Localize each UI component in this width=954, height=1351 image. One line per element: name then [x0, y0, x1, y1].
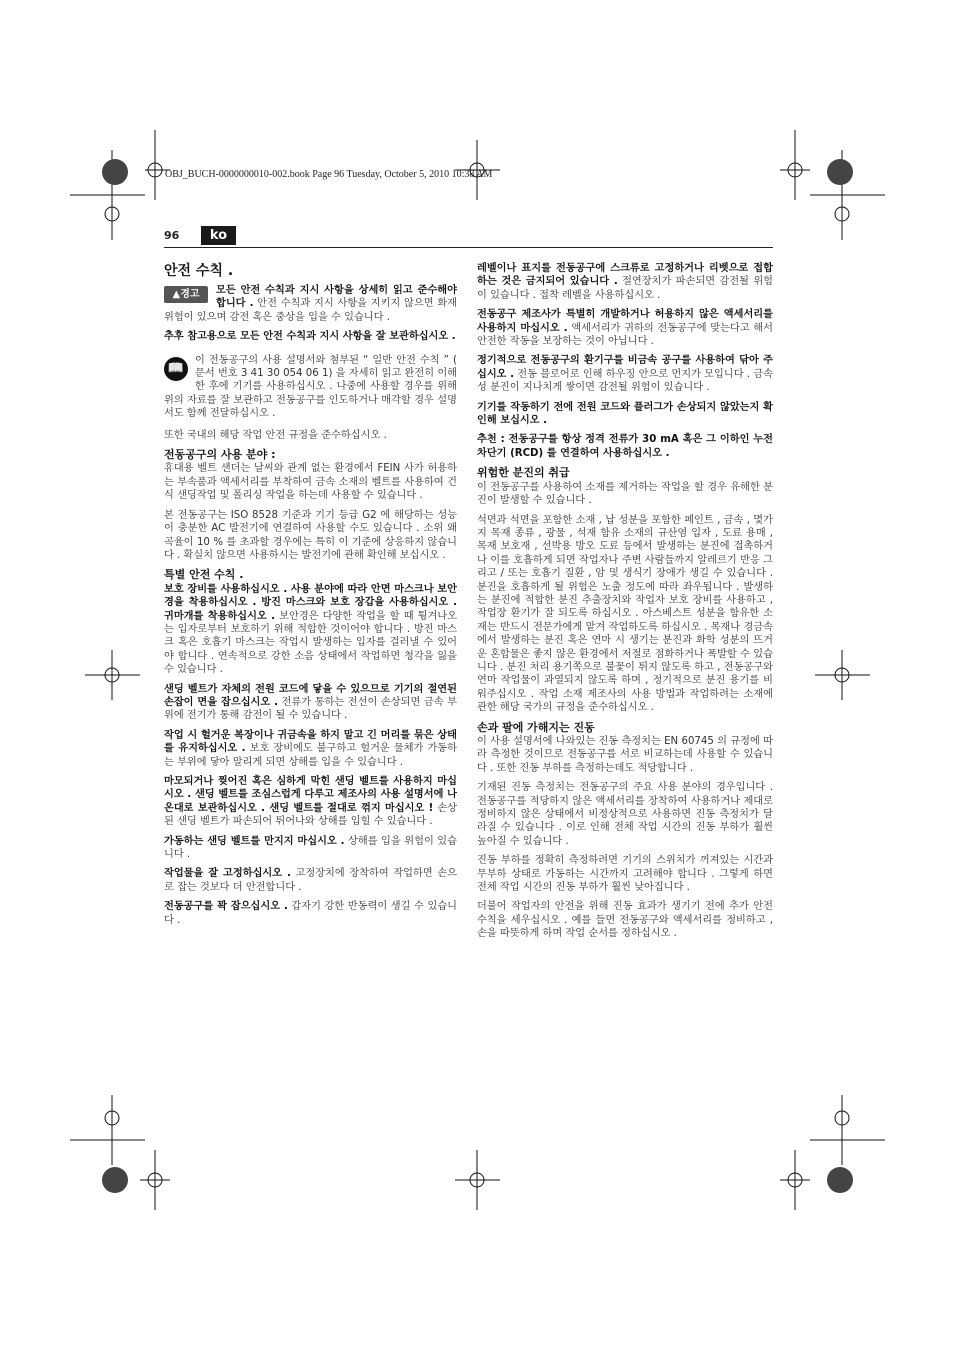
p6: [164, 867, 457, 894]
r2-bold: 전동공구 제조사가 특별히 개발하거나 허용하지 않은 액세서리를 사용하지 마십시오 .: [477, 309, 773, 334]
p7: [164, 900, 457, 927]
header-rule: [164, 247, 773, 248]
dust-paragraph-2: 석면과 석면을 포함한 소재 , 납 성분을 포함한 페인트 , 금속 , 몇가지 목재 종류 , 광물 , 석재 함유 소재의 규산염 입자 , 도료 용매 , 목재 보호재 , 선박용 방오 도료 등에서 발생하는 분진에 접촉하거나 이를 호흡하게 되면 작업자나 주변 사람들까지 알레르기 반응 그리고 / 또는 호흡기 질환 , 암 및 생식기 장애가 생길 수 있습니다 . 분진을 호흡하게 될 위험은 노출 정도에 따라 좌우됩니다 . 발생하는 분진에 적합한 분진 추출장치와 작업자 보호 장비를 사용하고 , 작업장 환기가 잘 되도록 하십시오 . 아스베스트 성분을 함유한 소재는 반드시 전문가에게 맡겨 작업하도록 하십시오 . 목재나 경금속에서 발생하는 분진 혹은 연마 시 생기는 분진과 화학 성분의 뜨거운 혼합물은 좋지 않은 환경에서 저절로 점화하거나 폭발할 수 있습니다 . 분진 처리 용기쪽으로 불꽃이 튀지 않도록 하고 , 전동공구와 연마 작업물이 과열되지 않도록 하며 , 정기적으로 분진 용기를 비워주십시오 . 작업 소재 제조사의 사용 방법과 작업하려는 소재에 관한 해당 국가의 규정을 준수하십시오 .: [477, 514, 773, 714]
use-paragraph: 휴대용 벨트 샌더는 날씨와 관계 없는 환경에서 FEIN 사가 허용하는 부속품과 액세서리를 부착하여 금속 소재의 벨트를 사용하여 건식 샌딩작업 및 폴리싱 작업을 하는데 사용할 수 있습니다 .: [164, 463, 457, 502]
warning-label: 경고: [180, 289, 200, 300]
section-title: 안전 수칙 .: [164, 263, 234, 279]
vib-paragraph-1: 이 사용 설명서에 나와있는 진동 측정치는 EN 60745 의 규정에 따라 측정한 것이므로 전동공구를 서로 비교하는데 사용할 수 있습니다 . 또한 진동 부하를 측정하는데도 적당합니다 .: [477, 736, 773, 774]
p1: [164, 583, 457, 677]
vib-paragraph-4: 더불어 작업자의 안전을 위해 진동 효과가 생기기 전에 추가 안전 수칙을 세우십시오 . 예를 들면 전동공구와 액세서리를 정비하고 , 손을 따뜻하게 하며 작업 순서를 정하십시오 .: [477, 901, 773, 940]
file-slug: OBJ_BUCH-0000000010-002.book Page 96 Tuesday, October 5, 2010 10:38 AM: [165, 169, 493, 180]
manual-text: 이 전동공구의 사용 설명서와 첨부된 “ 일반 안전 수칙 ” ( 문서 번호 3 41 30 054 06 1) 을 자세히 읽고 완전히 이해한 후에 기기를 사용하십시오 . 나중에 사용할 경우를 위해 위의 자료를 잘 보관하고 전동공구를 인도하거나 매각할 경우 설명서도 함께 전달하십시오 .: [164, 354, 457, 420]
p1-bold: 보호 장비를 사용하십시오 . 사용 분야에 따라 안면 마스크나 보안경을 착용하십시오 . 방진 마스크와 보호 장갑을 사용하십시오 . 귀마개를 착용하십시오 .: [164, 583, 457, 622]
manual-paragraph: [164, 354, 457, 421]
vib-paragraph-3: 진동 부하를 정확히 측정하려면 기기의 스위치가 꺼져있는 시간과 무부하 상태로 가동하는 시간까지 고려해야 합니다 . 그렇게 하면 전체 작업 시간의 진동 부하가 훨씬 낮아집니다 .: [477, 855, 773, 894]
national-paragraph: 또한 국내의 해당 작업 안전 규정을 준수하십시오 .: [164, 429, 387, 441]
r4: [477, 401, 773, 428]
p6-text: 고정장치에 장착하여 작업하면 손으로 잡는 것보다 더 안전합니다 .: [164, 868, 457, 893]
p3-text: 보호 장비에도 불구하고 헐거운 물체가 가동하는 부위에 닿아 말리게 되면 상해를 입을 수 있습니다 .: [164, 743, 457, 768]
p2-text: 전류가 통하는 전선이 손상되면 금속 부위에 전기가 통해 감전이 될 수 있습니다 .: [164, 696, 457, 722]
language-badge: ko: [201, 226, 236, 245]
warning-bold: 모든 안전 수칙과 지시 사항을 상세히 읽고 준수해야 합니다 .: [216, 285, 457, 310]
heading-special: 특별 안전 수칙 .: [164, 568, 244, 582]
p6-bold: 작업물을 잘 고정하십시오 .: [164, 868, 291, 880]
generator-paragraph: 본 전동공구는 ISO 8528 기준과 기기 등급 G2 에 해당하는 성능이 충분한 AC 발전기에 연결하여 사용할 수도 있습니다 . 소위 왜곡율이 10 % 를 초과할 경우에는 특히 이 기준에 상응하지 않습니다 . 확실치 않으면 사용하시는 발전기에 관해 확인해 보십시오 .: [164, 509, 457, 561]
keep-paragraph: [164, 330, 457, 343]
left-column: [164, 262, 457, 933]
warning-paragraph: [164, 284, 457, 324]
warning-triangle-icon: ▲: [172, 289, 181, 300]
dust-paragraph-1: 이 전동공구를 사용하여 소재를 제거하는 작업을 할 경우 유해한 분진이 발생할 수 있습니다 .: [477, 481, 773, 507]
heading-dust: 위험한 분진의 취급: [477, 466, 570, 480]
warning-text: 안전 수칙과 지시 사항을 지키지 않으면 화재 위험이 있으며 감전 혹은 중상을 입을 수 있습니다 .: [164, 298, 457, 323]
p2-bold: 샌딩 벨트가 자체의 전원 코드에 닿을 수 있으므로 기기의 절연된 손잡이 면을 잡으십시오 .: [164, 683, 457, 708]
r3-bold: 정기적으로 전동공구의 환기구를 비금속 공구를 사용하여 닦아 주십시오 .: [477, 355, 773, 380]
heading-vibration: 손과 팔에 가해지는 진동: [477, 720, 595, 734]
heading-use: 전동공구의 사용 분야 :: [164, 448, 276, 462]
r5: [477, 433, 773, 460]
r2-text: 액세서리가 귀하의 전동공구에 맞는다고 해서 안전한 작동을 보장하는 것이 아닙니다 .: [477, 322, 773, 348]
p2: [164, 683, 457, 723]
p7-text: 갑자기 강한 반동력이 생길 수 있습니다 .: [164, 901, 457, 926]
r3: [477, 354, 773, 394]
r5-bold: 추천 : 전동공구를 항상 정격 전류가 30 mA 혹은 그 이하인 누전 차단기 (RCD) 를 연결하여 사용하십시오 .: [477, 434, 773, 459]
p5-bold: 가동하는 샌딩 벨트를 만지지 마십시오 .: [164, 835, 345, 847]
p4: [164, 775, 457, 829]
p4-text: 손상된 샌딩 벨트가 파손되어 튀어나와 상해를 입힐 수 있습니다 .: [164, 802, 458, 828]
p3: [164, 729, 457, 769]
p5: [164, 835, 457, 862]
warning-badge: [164, 286, 208, 303]
r1: [477, 262, 773, 302]
p1-text: 보안경은 다양한 작업을 할 때 튕겨나오는 입자로부터 보호하기 위해 적합한 것이어야 합니다 . 방진 마스크 혹은 호흡기 마스크는 작업시 발생하는 입자를 걸러낼 수 있어야 합니다 . 연속적으로 강한 소음 상태에서 작업하면 청각을 잃을 수 있습니다 .: [164, 610, 457, 676]
p7-bold: 전동공구를 꽉 잡으십시오 .: [164, 901, 288, 913]
right-column: [477, 262, 773, 947]
page-number: 96: [164, 229, 180, 242]
p4-bold: 마모되거나 찢어진 혹은 심하게 막힌 샌딩 벨트를 사용하지 마십시오 . 샌딩 벨트를 조심스럽게 다루고 제조사의 사용 설명서에 나온대로 보관하십시오 . 샌딩 벨트를 절대로 꺾지 마십시오 !: [164, 776, 457, 814]
vib-paragraph-2: 기재된 진동 측정치는 전동공구의 주요 사용 분야의 경우입니다 . 전동공구를 적당하지 않은 액세서리를 장착하여 사용하거나 제대로 정비하지 않은 상태에서 비정상적으로 사용하면 진동 측정치가 달라질 수 있습니다 . 이로 인해 전체 작업 시간의 진동 부하가 훨씬 높아질 수 있습니다 .: [477, 782, 773, 847]
keep-bold: 추후 참고용으로 모든 안전 수칙과 지시 사항을 잘 보관하십시오 .: [164, 331, 456, 343]
p3-bold: 작업 시 헐거운 복장이나 귀금속을 하지 말고 긴 머리를 묶은 상태를 유지하십시오 .: [164, 729, 457, 755]
r1-bold: 레벨이나 표지를 전동공구에 스크류로 고정하거나 리벳으로 접합하는 것은 금지되어 있습니다 .: [477, 263, 773, 288]
r4-bold: 기기를 작동하기 전에 전원 코드와 플러그가 손상되지 않았는지 확인해 보십시오 .: [477, 401, 773, 427]
r1-text: 절연장치가 파손되면 감전될 위험이 있습니다 . 접착 레벨을 사용하십시오 .: [477, 276, 774, 301]
read-manual-icon: 📖: [164, 357, 188, 381]
p5-text: 상해를 입을 위험이 있습니다 .: [164, 835, 457, 861]
r3-text: 전동 블로어로 인해 하우징 안으로 먼지가 모입니다 . 금속성 분진이 지나치게 쌓이면 감전될 위험이 있습니다 .: [477, 368, 773, 394]
r2: [477, 308, 773, 348]
